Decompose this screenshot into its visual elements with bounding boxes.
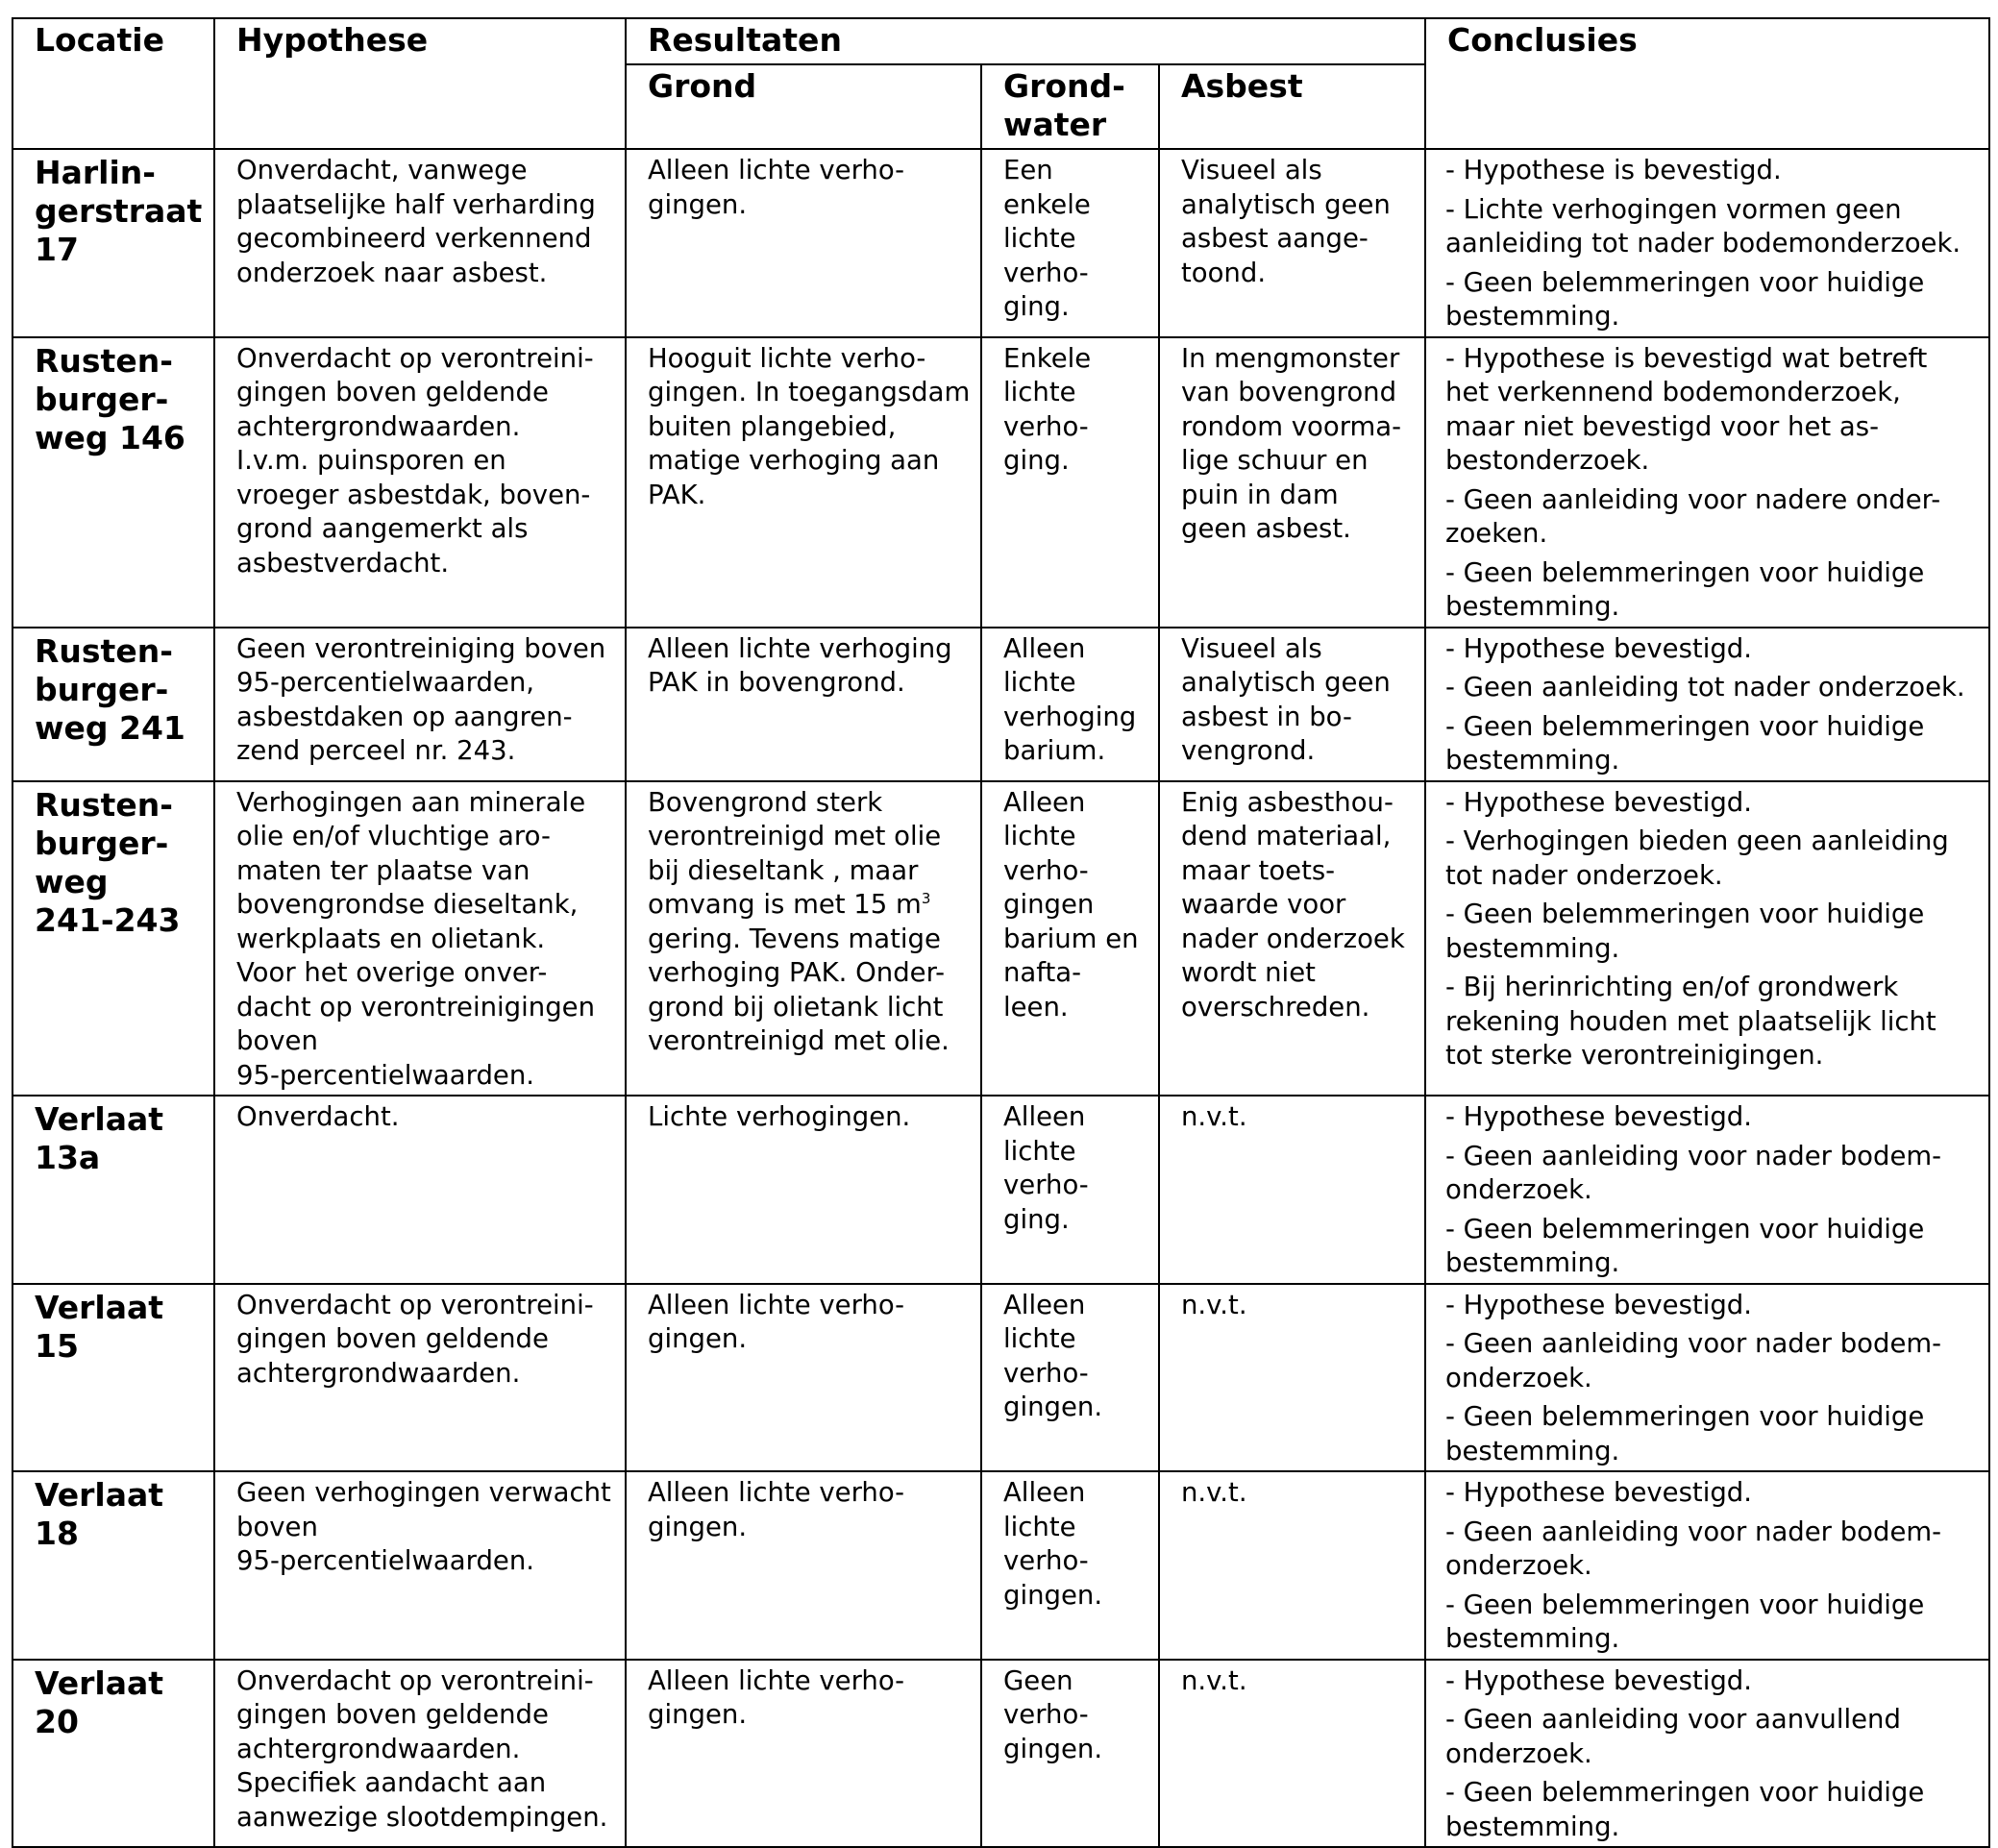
cell-locatie (12, 149, 214, 337)
conclusie-line: het verkennend bodemonderzoek, (1445, 377, 1901, 407)
grondwater-line: verho- (1003, 410, 1089, 442)
grond-line: Alleen lichte verho- (648, 1289, 905, 1320)
locatie-line: 15 (35, 1326, 79, 1365)
hypothese-line: Onverdacht op verontreini- (236, 1664, 594, 1696)
conclusie-line: tot nader onderzoek. (1445, 859, 1723, 891)
asbest-line: geen asbest. (1181, 513, 1351, 544)
asbest-line: n.v.t. (1181, 1477, 1247, 1508)
grond-line: verhoging PAK. Onder- (648, 957, 946, 988)
hypothese-line: werkplaats en olietank. (236, 923, 546, 954)
conclusie-bullet (1445, 671, 1979, 705)
cell-grondwater (981, 149, 1159, 337)
asbest-line: puin in dam (1181, 479, 1339, 510)
cell-hypothese (214, 781, 626, 1096)
conclusie-line: - Geen belemmeringen voor huidige (1445, 1213, 1925, 1244)
conclusie-line: - Verhogingen bieden geen aanleiding (1445, 825, 1949, 856)
cell-locatie (12, 1284, 214, 1472)
cell-locatie (12, 1660, 214, 1848)
grondwater-line: ging. (1003, 1203, 1070, 1235)
cell-grond (626, 1096, 981, 1284)
conclusie-line: - Hypothese bevestigd. (1445, 632, 1753, 664)
asbest-line: van bovengrond (1181, 377, 1397, 407)
cell-asbest (1159, 781, 1425, 1096)
hypothese-line: gingen boven geldende (236, 377, 549, 407)
grondwater-line: gingen. (1003, 1579, 1103, 1611)
grond-line: Alleen lichte verho- (648, 1477, 905, 1508)
asbest-line: Visueel als (1181, 155, 1322, 185)
conclusie-bullet (1445, 632, 1979, 667)
grondwater-line: nafta- (1003, 957, 1082, 988)
grond-line: gingen. (648, 188, 748, 220)
hypothese-line: Geen verhogingen verwacht (236, 1477, 611, 1508)
conclusie-line: onderzoek. (1445, 1737, 1592, 1769)
table-row (12, 337, 1989, 628)
header-conclusies: Conclusies (1425, 18, 1989, 149)
cell-conclusies (1425, 1096, 1989, 1284)
conclusie-line: - Hypothese bevestigd. (1445, 1664, 1753, 1696)
hypothese-line: asbestdaken op aangren- (236, 701, 573, 732)
asbest-line: overschreden. (1181, 991, 1370, 1023)
conclusie-line: - Hypothese bevestigd. (1445, 1101, 1753, 1132)
grond-line: omvang is met 15 $m^3$ (648, 889, 931, 920)
conclusie-bullet (1445, 1289, 1979, 1323)
cell-hypothese (214, 149, 626, 337)
cell-asbest (1159, 628, 1425, 781)
conclusie-line: bestemming. (1445, 591, 1620, 622)
grond-line: gingen. (648, 1699, 748, 1730)
cell-conclusies (1425, 628, 1989, 781)
grondwater-line: verhoging (1003, 701, 1137, 732)
table-row (12, 1284, 1989, 1472)
conclusie-line: - Geen belemmeringen voor huidige (1445, 1401, 1925, 1432)
header-grond: Grond (626, 64, 981, 149)
hypothese-line: 95-percentielwaarden. (236, 1059, 535, 1091)
hypothese-line: gecombineerd verkennend (236, 223, 592, 254)
conclusie-line: - Geen belemmeringen voor huidige (1445, 899, 1925, 929)
grondwater-line: Een (1003, 155, 1053, 185)
grond-line: gingen. In toegangsdam (648, 377, 971, 407)
conclusie-bullet (1445, 1776, 1979, 1844)
locatie-line: weg 146 (35, 418, 185, 456)
asbest-line: asbest aange- (1181, 223, 1369, 254)
grond-line: buiten plangebied, (648, 410, 897, 442)
conclusie-line: - Hypothese bevestigd. (1445, 1477, 1753, 1508)
cell-hypothese (214, 1284, 626, 1472)
grondwater-line: lichte (1003, 1511, 1076, 1542)
conclusie-line: - Geen aanleiding voor nader bodem- (1445, 1328, 1942, 1359)
hypothese-line: vroeger asbestdak, boven- (236, 479, 591, 510)
grond-line: gering. Tevens matige (648, 923, 941, 954)
grondwater-line: enkele (1003, 188, 1091, 220)
locatie-line: burger- (35, 670, 169, 708)
grondwater-line: Alleen (1003, 786, 1086, 818)
locatie-line: Verlaat (35, 1663, 164, 1702)
asbest-line: vengrond. (1181, 735, 1316, 766)
asbest-line: lige schuur en (1181, 445, 1369, 476)
grondwater-line: ging. (1003, 445, 1070, 476)
conclusie-bullet (1445, 154, 1979, 188)
hypothese-line: achtergrondwaarden. (236, 410, 521, 442)
hypothese-line: Voor het overige onver- (236, 957, 548, 988)
hypothese-line: 95-percentielwaarden. (236, 1545, 535, 1576)
locatie-line: Rusten- (35, 631, 173, 670)
locatie-line: gerstraat (35, 192, 203, 230)
cell-locatie (12, 1096, 214, 1284)
table-row (12, 781, 1989, 1096)
hypothese-line: olie en/of vluchtige aro- (236, 821, 551, 851)
conclusie-bullet (1445, 898, 1979, 966)
locatie-line: 13a (35, 1139, 101, 1176)
cell-asbest (1159, 149, 1425, 337)
superscript: 3 (921, 889, 931, 907)
conclusie-line: - Bij herinrichting en/of grondwerk (1445, 972, 1899, 1002)
cell-asbest (1159, 1660, 1425, 1848)
locatie-line: 241-243 (35, 900, 181, 939)
grond-line: PAK. (648, 479, 706, 510)
grond-line: Bovengrond sterk (648, 786, 883, 818)
conclusie-line: onderzoek. (1445, 1174, 1592, 1205)
conclusie-line: bestemming. (1445, 1811, 1620, 1842)
asbest-line: n.v.t. (1181, 1664, 1247, 1696)
conclusie-bullet (1445, 971, 1979, 1073)
conclusie-line: tot sterke verontreinigingen. (1445, 1040, 1824, 1071)
cell-grond (626, 1284, 981, 1472)
cell-hypothese (214, 1660, 626, 1848)
grondwater-line: lichte (1003, 223, 1076, 254)
grond-line: Alleen lichte verho- (648, 155, 905, 185)
locatie-line: Rusten- (35, 785, 173, 824)
grondwater-line: lichte (1003, 821, 1076, 851)
hypothese-line: boven (236, 1025, 318, 1056)
grond-line: gingen. (648, 1511, 748, 1542)
conclusie-line: - Geen aanleiding tot nader onderzoek. (1445, 672, 1965, 702)
conclusie-line: - Geen aanleiding voor nadere onder- (1445, 483, 1941, 515)
grondwater-line: barium en (1003, 923, 1139, 954)
conclusie-line: - Geen belemmeringen voor huidige (1445, 1589, 1925, 1620)
grondwater-line: gingen. (1003, 1392, 1103, 1422)
asbest-line: Enig asbesthou- (1181, 786, 1394, 818)
conclusie-bullet (1445, 1515, 1979, 1584)
grondwater-line: Alleen (1003, 1477, 1086, 1508)
conclusie-bullet (1445, 266, 1979, 334)
conclusie-line: - Geen aanleiding voor nader bodem- (1445, 1515, 1942, 1547)
conclusie-line: bestemming. (1445, 1247, 1620, 1278)
grondwater-line: Geen (1003, 1664, 1073, 1696)
header-hypothese: Hypothese (214, 18, 626, 149)
hypothese-line: aanwezige slootdempingen. (236, 1801, 608, 1833)
grond-line: Hooguit lichte verho- (648, 342, 926, 374)
conclusie-line: bestonderzoek. (1445, 445, 1650, 476)
grondwater-line: verho- (1003, 257, 1089, 288)
locatie-line: 20 (35, 1702, 79, 1740)
hypothese-line: grond aangemerkt als (236, 513, 529, 544)
conclusie-line: bestemming. (1445, 301, 1620, 332)
conclusie-line: - Geen belemmeringen voor huidige (1445, 710, 1925, 742)
conclusie-bullet (1445, 1703, 1979, 1771)
conclusie-line: - Geen belemmeringen voor huidige (1445, 556, 1925, 588)
asbest-line: toond. (1181, 257, 1267, 288)
grond-line: verontreinigd met olie. (648, 1025, 950, 1056)
cell-locatie (12, 628, 214, 781)
hypothese-line: plaatselijke half verharding (236, 188, 596, 220)
hypothese-line: Onverdacht op verontreini- (236, 342, 594, 374)
grondwater-line: lichte (1003, 667, 1076, 698)
asbest-line: maar toets- (1181, 854, 1336, 886)
cell-locatie (12, 1471, 214, 1660)
conclusie-bullet (1445, 825, 1979, 893)
hypothese-line: achtergrondwaarden. (236, 1357, 521, 1389)
cell-grondwater (981, 1096, 1159, 1284)
conclusie-line: onderzoek. (1445, 1550, 1592, 1581)
conclusie-line: - Geen belemmeringen voor huidige (1445, 1777, 1925, 1808)
asbest-line: analytisch geen (1181, 188, 1391, 220)
asbest-line: dend materiaal, (1181, 821, 1392, 851)
conclusie-line: bestemming. (1445, 932, 1620, 964)
header-grondwater-line: Grond- (1003, 67, 1125, 105)
cell-grondwater (981, 1660, 1159, 1848)
grond-line: verontreinigd met olie (648, 821, 942, 851)
cell-conclusies (1425, 1284, 1989, 1472)
locatie-line: 18 (35, 1515, 79, 1552)
header-row-top (12, 18, 1989, 64)
conclusie-bullet (1445, 710, 1979, 778)
conclusie-line: - Hypothese is bevestigd. (1445, 155, 1782, 185)
table-row (12, 149, 1989, 337)
asbest-line: In mengmonster (1181, 342, 1400, 374)
cell-conclusies (1425, 149, 1989, 337)
grondwater-line: verho- (1003, 1545, 1089, 1576)
conclusie-line: maar niet bevestigd voor het as- (1445, 410, 1879, 442)
table-row (12, 1096, 1989, 1284)
header-locatie: Locatie (12, 18, 214, 149)
cell-hypothese (214, 337, 626, 628)
conclusie-bullet (1445, 1213, 1979, 1281)
asbest-line: n.v.t. (1181, 1289, 1247, 1320)
conclusie-bullet (1445, 556, 1979, 625)
grondwater-line: verho- (1003, 1170, 1089, 1200)
conclusie-bullet (1445, 1589, 1979, 1657)
locatie-line: burger- (35, 824, 169, 862)
grond-line: matige verhoging aan (648, 445, 940, 476)
asbest-line: n.v.t. (1181, 1101, 1247, 1132)
conclusie-line: bestemming. (1445, 1623, 1620, 1654)
cell-asbest (1159, 1284, 1425, 1472)
locatie-line: Harlin- (35, 154, 156, 191)
cell-grond (626, 1471, 981, 1660)
conclusie-line: zoeken. (1445, 518, 1548, 549)
cell-grondwater (981, 337, 1159, 628)
locatie-line: Verlaat (35, 1288, 164, 1326)
cell-conclusies (1425, 781, 1989, 1096)
cell-grondwater (981, 628, 1159, 781)
hypothese-line: gingen boven geldende (236, 1699, 549, 1730)
locatie-line: burger- (35, 380, 169, 418)
results-table-container (12, 17, 1988, 1848)
cell-grond (626, 337, 981, 628)
cell-conclusies (1425, 337, 1989, 628)
hypothese-line: onderzoek naar asbest. (236, 257, 548, 288)
table-body (12, 149, 1989, 1847)
grondwater-line: ging. (1003, 291, 1070, 322)
grond-line: bij dieseltank , maar (648, 854, 919, 886)
asbest-line: analytisch geen (1181, 667, 1391, 698)
hypothese-line: Specifiek aandacht aan (236, 1767, 547, 1798)
grond-line: Lichte verhogingen. (648, 1101, 911, 1132)
header-grondwater-line: water (1003, 106, 1107, 143)
header-asbest: Asbest (1159, 64, 1425, 149)
cell-grond (626, 628, 981, 781)
cell-asbest (1159, 337, 1425, 628)
conclusie-line: - Hypothese bevestigd. (1445, 1289, 1753, 1320)
grond-line: grond bij olietank licht (648, 991, 944, 1023)
grondwater-line: gingen. (1003, 1733, 1103, 1764)
header-resultaten: Resultaten (626, 18, 1425, 64)
locatie-line: Verlaat (35, 1100, 164, 1138)
hypothese-line: gingen boven geldende (236, 1323, 549, 1354)
hypothese-line: bovengrondse dieseltank, (236, 889, 579, 920)
hypothese-line: Onverdacht. (236, 1101, 400, 1132)
cell-grond (626, 1660, 981, 1848)
conclusie-line: rekening houden met plaatselijk licht (1445, 1005, 1936, 1037)
cell-grond (626, 781, 981, 1096)
conclusie-bullet (1445, 193, 1979, 261)
locatie-line: Verlaat (35, 1476, 164, 1514)
hypothese-line: dacht op verontreinigingen (236, 991, 595, 1023)
asbest-line: wordt niet (1181, 957, 1316, 988)
cell-hypothese (214, 1096, 626, 1284)
asbest-line: Visueel als (1181, 632, 1322, 664)
grondwater-line: lichte (1003, 1135, 1076, 1167)
results-table (12, 17, 1990, 1848)
asbest-line: rondom voorma- (1181, 410, 1402, 442)
header-grondwater (981, 64, 1159, 149)
conclusie-bullet (1445, 1476, 1979, 1511)
grond-line: gingen. (648, 1323, 748, 1354)
hypothese-line: Verhogingen aan minerale (236, 786, 586, 818)
cell-hypothese (214, 1471, 626, 1660)
hypothese-line: 95-percentielwaarden, (236, 667, 535, 698)
hypothese-line: Onverdacht op verontreini- (236, 1289, 594, 1320)
hypothese-line: achtergrondwaarden. (236, 1733, 521, 1764)
cell-asbest (1159, 1471, 1425, 1660)
conclusie-bullet (1445, 786, 1979, 821)
conclusie-line: bestemming. (1445, 745, 1620, 776)
conclusie-line: aanleiding tot nader bodemonderzoek. (1445, 228, 1961, 259)
cell-locatie (12, 337, 214, 628)
grondwater-line: Enkele (1003, 342, 1092, 374)
grondwater-line: verho- (1003, 1357, 1089, 1389)
cell-hypothese (214, 628, 626, 781)
grond-line: Alleen lichte verho- (648, 1664, 905, 1696)
locatie-line: Rusten- (35, 341, 173, 380)
conclusie-bullet (1445, 1400, 1979, 1468)
conclusie-bullet (1445, 483, 1979, 552)
hypothese-line: Onverdacht, vanwege (236, 155, 528, 185)
grondwater-line: Alleen (1003, 1289, 1086, 1320)
grond-line: PAK in bovengrond. (648, 667, 905, 698)
cell-grond (626, 149, 981, 337)
conclusie-line: - Hypothese bevestigd. (1445, 786, 1753, 818)
conclusie-bullet (1445, 1140, 1979, 1208)
cell-grondwater (981, 781, 1159, 1096)
asbest-line: asbest in bo- (1181, 701, 1352, 732)
hypothese-line: boven (236, 1511, 318, 1542)
grondwater-line: Alleen (1003, 632, 1086, 664)
grondwater-line: barium. (1003, 735, 1106, 766)
conclusie-bullet (1445, 1327, 1979, 1395)
grondwater-line: verho- (1003, 854, 1089, 886)
hypothese-line: maten ter plaatse van (236, 854, 530, 886)
cell-grondwater (981, 1471, 1159, 1660)
grond-line: Alleen lichte verhoging (648, 632, 952, 664)
conclusie-bullet (1445, 1664, 1979, 1699)
grondwater-line: lichte (1003, 377, 1076, 407)
table-row (12, 628, 1989, 781)
conclusie-bullet (1445, 342, 1979, 479)
grondwater-line: lichte (1003, 1323, 1076, 1354)
conclusie-line: - Geen aanleiding voor nader bodem- (1445, 1140, 1942, 1171)
hypothese-line: zend perceel nr. 243. (236, 735, 516, 766)
cell-asbest (1159, 1096, 1425, 1284)
table-row (12, 1660, 1989, 1848)
grondwater-line: verho- (1003, 1699, 1089, 1730)
asbest-line: nader onderzoek (1181, 923, 1405, 954)
cell-locatie (12, 781, 214, 1096)
hypothese-line: Geen verontreiniging boven (236, 632, 606, 664)
hypothese-line: I.v.m. puinsporen en (236, 445, 506, 476)
locatie-line: weg (35, 862, 109, 900)
cell-grondwater (981, 1284, 1159, 1472)
locatie-line: 17 (35, 231, 79, 268)
conclusie-bullet (1445, 1100, 1979, 1135)
conclusie-line: - Hypothese is bevestigd wat betreft (1445, 342, 1928, 374)
conclusie-line: onderzoek. (1445, 1362, 1592, 1393)
table-row (12, 1471, 1989, 1660)
conclusie-line: bestemming. (1445, 1435, 1620, 1466)
asbest-line: waarde voor (1181, 889, 1346, 920)
conclusie-line: - Geen belemmeringen voor huidige (1445, 266, 1925, 298)
cell-conclusies (1425, 1660, 1989, 1848)
locatie-line: weg 241 (35, 708, 185, 747)
grondwater-line: gingen (1003, 889, 1095, 920)
conclusie-line: - Lichte verhogingen vormen geen (1445, 193, 1902, 225)
grondwater-line: Alleen (1003, 1101, 1086, 1132)
cell-conclusies (1425, 1471, 1989, 1660)
hypothese-line: asbestverdacht. (236, 547, 450, 579)
conclusie-line: - Geen aanleiding voor aanvullend (1445, 1704, 1901, 1735)
grondwater-line: leen. (1003, 991, 1069, 1023)
